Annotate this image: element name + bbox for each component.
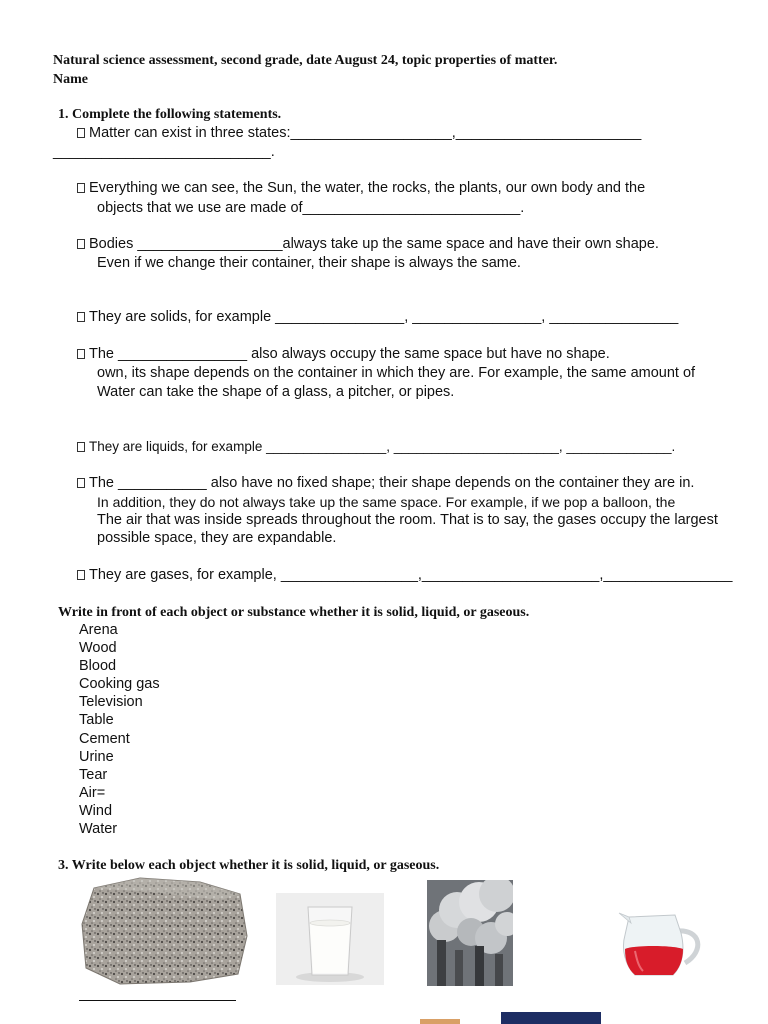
milk-glass-image — [276, 893, 384, 985]
rock-image — [80, 876, 250, 986]
list-item: Air= — [79, 785, 106, 801]
statement-liquids-line3: Water can take the shape of a glass, a pitcher, or pipes. — [97, 384, 455, 400]
checkbox-icon — [77, 183, 85, 193]
statement-gases-line4: possible space, they are expandable. — [97, 530, 337, 546]
statement-liquids-line2: own, its shape depends on the container in which they are. For example, the same amount of — [97, 365, 696, 381]
section3-heading: 3. Write below each object whether it is solid, liquid, or gaseous. — [58, 858, 440, 873]
statement-solids: They are solids, for example ________________, ________________, ________________ — [77, 309, 678, 325]
list-item: Wind — [79, 803, 113, 819]
checkbox-icon — [77, 570, 85, 580]
checkbox-icon — [77, 312, 85, 322]
name-label: Name — [53, 72, 88, 87]
list-item: Water — [79, 821, 118, 837]
checkbox-icon — [77, 128, 85, 138]
worksheet-title: Natural science assessment, second grade, date August 24, topic properties of matter. — [53, 53, 558, 68]
statement-matter: Everything we can see, the Sun, the water, the rocks, the plants, our own body and the — [77, 180, 645, 196]
statement-gases: The ___________ also have no fixed shape; their shape depends on the container they are in. — [77, 475, 694, 491]
statement-matter-cont: objects that we use are made of___________________________. — [97, 200, 525, 216]
statement-liquid-examples: They are liquids, for example ________________, ______________________, ______________. — [77, 439, 675, 454]
statement-liquids: The ________________ also always occupy the same space but have no shape. — [77, 346, 610, 362]
list-item: Tear — [79, 767, 108, 783]
statement-gases-line2: In addition, they do not always take up the same space. For example, if we pop a balloon, the — [97, 494, 676, 510]
list-item: Urine — [79, 749, 114, 765]
list-item: Wood — [79, 640, 117, 656]
list-item: Television — [79, 694, 143, 710]
list-item: Blood — [79, 658, 117, 674]
list-item: Cement — [79, 731, 130, 747]
statement-states-cont: ___________________________. — [53, 144, 275, 160]
cutoff-image-edge — [420, 1019, 460, 1024]
list-item: Arena — [79, 622, 118, 638]
cutoff-image-edge — [501, 1012, 601, 1024]
smokestack-image — [427, 880, 513, 986]
checkbox-icon — [77, 349, 85, 359]
statement-gases-line3: The air that was inside spreads throughout the room. That is to say, the gases occupy the largest — [97, 512, 718, 528]
statement-states: Matter can exist in three states:____________________,_______________________ — [77, 125, 641, 141]
checkbox-icon — [77, 239, 85, 249]
answer-line[interactable] — [79, 1000, 236, 1001]
statement-gas-examples: They are gases, for example, _________________,______________________,________________ — [77, 567, 732, 583]
checkbox-icon — [77, 478, 85, 488]
checkbox-icon — [77, 442, 85, 452]
section2-heading: Write in front of each object or substance whether it is solid, liquid, or gaseous. — [58, 605, 530, 620]
list-item: Table — [79, 712, 114, 728]
statement-bodies: Bodies __________________always take up the same space and have their own shape. — [77, 236, 659, 252]
list-item: Cooking gas — [79, 676, 160, 692]
statement-bodies-cont: Even if we change their container, their shape is always the same. — [97, 255, 521, 271]
pitcher-image — [615, 905, 705, 983]
section1-heading: 1. Complete the following statements. — [58, 107, 282, 122]
